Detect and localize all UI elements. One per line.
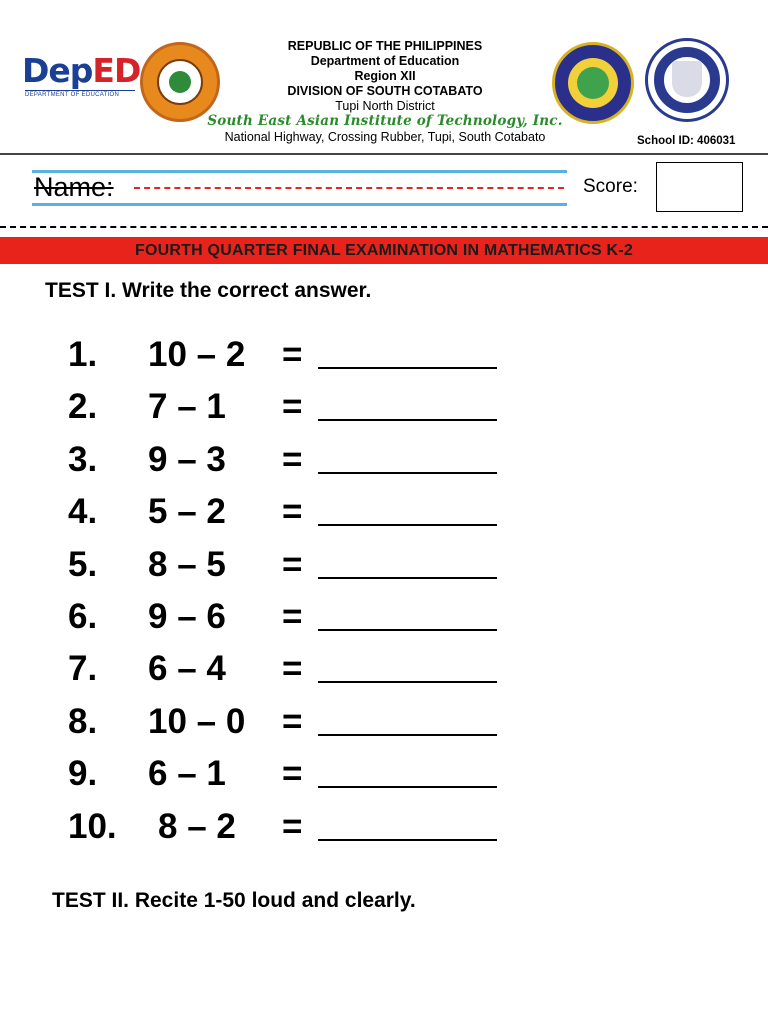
problem-row bbox=[68, 804, 508, 850]
equals-sign: = bbox=[282, 387, 303, 427]
problem-number: 1. bbox=[68, 335, 98, 374]
problem-row bbox=[68, 489, 508, 535]
problem-expression: 10 – 2 bbox=[148, 335, 246, 374]
problem-expression: 8 – 2 bbox=[158, 806, 236, 846]
name-field[interactable] bbox=[32, 170, 567, 208]
problem-number: 10. bbox=[68, 806, 117, 846]
problem-number: 2. bbox=[68, 387, 98, 427]
equals-sign: = bbox=[282, 597, 303, 636]
header-region: Region XII bbox=[354, 69, 416, 83]
equals-sign: = bbox=[282, 439, 303, 479]
header-division: DIVISION OF SOUTH COTABATO bbox=[287, 84, 483, 98]
problem-expression: 10 – 0 bbox=[148, 701, 246, 741]
problem-expression: 8 – 5 bbox=[148, 544, 226, 584]
test2-instruction: TEST II. Recite 1-50 loud and clearly. bbox=[52, 889, 416, 912]
equals-sign: = bbox=[282, 335, 303, 374]
problem-number: 5. bbox=[68, 544, 98, 584]
equals-sign: = bbox=[282, 649, 303, 689]
answer-blank[interactable] bbox=[318, 786, 497, 788]
name-dashed-line bbox=[134, 187, 564, 189]
deped-logo bbox=[22, 51, 141, 100]
deped-subtitle: DEPARTMENT OF EDUCATION bbox=[25, 90, 135, 98]
header-republic: REPUBLIC OF THE PHILIPPINES bbox=[287, 39, 483, 53]
test1-instruction: TEST I. Write the correct answer. bbox=[45, 279, 372, 302]
problem-number: 8. bbox=[68, 701, 98, 741]
problem-number: 4. bbox=[68, 492, 98, 532]
problem-row bbox=[68, 594, 508, 640]
problem-expression: 6 – 4 bbox=[148, 649, 226, 689]
deped-wordmark: DepED bbox=[22, 51, 141, 90]
answer-blank[interactable] bbox=[318, 367, 497, 369]
header-institute: South East Asian Institute of Technology, Inc. bbox=[207, 113, 563, 129]
problem-number: 6. bbox=[68, 597, 98, 636]
problem-row bbox=[68, 437, 508, 483]
problem-expression: 9 – 3 bbox=[148, 439, 226, 479]
equals-sign: = bbox=[282, 701, 303, 741]
header-department: Department of Education bbox=[310, 54, 460, 68]
dashed-divider bbox=[0, 226, 768, 228]
score-box[interactable] bbox=[656, 162, 743, 212]
problem-row bbox=[68, 699, 508, 745]
answer-blank[interactable] bbox=[318, 472, 497, 474]
answer-blank[interactable] bbox=[318, 734, 497, 736]
exam-title-band bbox=[0, 237, 768, 264]
header-divider bbox=[0, 153, 768, 155]
problem-expression: 9 – 6 bbox=[148, 597, 226, 636]
problem-expression: 7 – 1 bbox=[148, 387, 226, 427]
problem-expression: 6 – 1 bbox=[148, 754, 226, 794]
problem-row bbox=[68, 384, 508, 430]
answer-blank[interactable] bbox=[318, 839, 497, 841]
name-bottom-line bbox=[32, 203, 567, 206]
score-label: Score: bbox=[583, 176, 638, 197]
answer-blank[interactable] bbox=[318, 577, 497, 579]
exam-title: FOURTH QUARTER FINAL EXAMINATION IN MATHEMATICS K-2 bbox=[135, 242, 633, 259]
answer-blank[interactable] bbox=[318, 524, 497, 526]
problem-number: 3. bbox=[68, 439, 98, 479]
problem-row bbox=[68, 646, 508, 692]
header-district: Tupi North District bbox=[335, 99, 435, 113]
header-address: National Highway, Crossing Rubber, Tupi, South Cotabato bbox=[224, 130, 546, 144]
problem-number: 7. bbox=[68, 649, 98, 689]
answer-blank[interactable] bbox=[318, 629, 497, 631]
name-label: Name: bbox=[34, 172, 114, 202]
answer-blank[interactable] bbox=[318, 681, 497, 683]
deped-seal-icon bbox=[645, 38, 729, 122]
equals-sign: = bbox=[282, 492, 303, 532]
answer-blank[interactable] bbox=[318, 419, 497, 421]
problem-row bbox=[68, 751, 508, 797]
problem-row bbox=[68, 542, 508, 588]
equals-sign: = bbox=[282, 806, 303, 846]
equals-sign: = bbox=[282, 754, 303, 794]
problem-row bbox=[68, 332, 508, 378]
problem-expression: 5 – 2 bbox=[148, 492, 226, 532]
problem-number: 9. bbox=[68, 754, 98, 794]
school-id: School ID: 406031 bbox=[637, 135, 736, 147]
equals-sign: = bbox=[282, 544, 303, 584]
